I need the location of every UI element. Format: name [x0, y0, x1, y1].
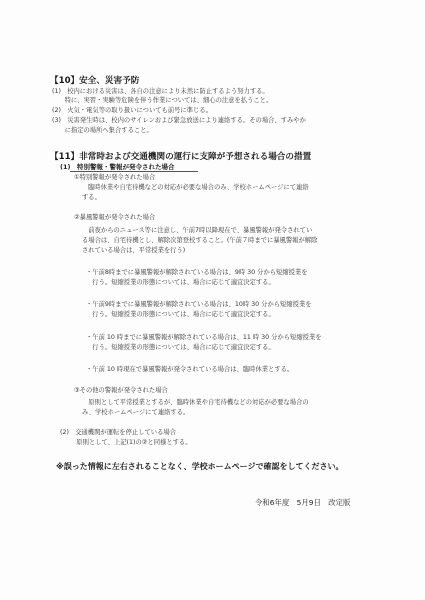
bullet-8am-line-1: ・午前8時までに暴風警報が解除されている場合は、9時 30 分から短縮授業を — [86, 269, 308, 276]
section-10-item-1-line-1: (1) 校内における災害は、各自の注意により未然に防止するよう努力する。 — [52, 88, 269, 95]
section-10-item-3-line-2: に指定の場所へ集合すること。 — [52, 127, 153, 134]
bullet-closure: ・午前 10 時現在で暴風警報が発令されている場合は、臨時休業とする。 — [86, 366, 294, 373]
section-11-title: 【11】非常時および交通機関の運行に支障が予想される場合の措置 — [50, 152, 312, 162]
special-warning-line-2: する。 — [82, 194, 101, 201]
other-warning-title: ③その他の警報が発令された場合 — [74, 387, 168, 394]
bullet-10am-line-2: 行う。短縮授業の形態については、場合に応じて適宜決定する。 — [86, 344, 275, 351]
section-10-item-3-line-1: (3) 災害発生時は、校内のサイレンおよび緊急放送により連絡する。その場合、すみやか — [52, 117, 306, 124]
subsection-2-title: (2) 交通機関が運転を停止している場合 — [60, 429, 176, 436]
subsection-1-underline — [70, 171, 198, 172]
section-10-item-2: (2) 火気・電気等の取り扱いについても前号に準じる。 — [52, 107, 212, 114]
special-warning-title: ①特別警報が発令された場合 — [74, 174, 156, 181]
other-warning-line-1: 原則として平常授業とするが、臨時休業や自宅待機などの対応が必要な場合の — [82, 399, 309, 406]
section-10-title: 【10】安全、災害予防 — [50, 76, 140, 86]
revision-footer: 令和6年度 5月9日 改定版 — [255, 498, 351, 507]
section-10-item-1-line-2: 特に、実習・実験等危険を伴う作業については、細心の注意を払うこと。 — [52, 97, 273, 104]
notice-text: ※誤った情報に左右されることなく、学校ホームページで確認をしてください。 — [56, 462, 344, 471]
subsection-1-title: (1) 特別警報・警報が発令された場合 — [60, 163, 175, 171]
storm-warning-line-1: 前夜からのニュース等に注意し、午前7時以降現在で、暴風警報が発令されてい — [82, 227, 313, 234]
bullet-10am-line-1: ・午前 10 時までに暴風警報が解除されている場合は、11 時 30 分から短縮授業を — [86, 334, 322, 341]
bullet-9am-line-1: ・午前9時までに暴風警報が解除されている場合は、10時 30 分から短縮授業を — [86, 301, 312, 308]
storm-warning-title: ②暴風警報が発令された場合 — [74, 214, 156, 221]
subsection-2-line: 原則として、上記(1)の②と同様とする。 — [70, 439, 192, 446]
bullet-8am-line-2: 行う。短縮授業の形態については、場合に応じて適宜決定する。 — [86, 279, 275, 286]
special-warning-line-1: 臨時休業や自宅待機などの対応が必要な場合のみ、学校ホームページにて連絡 — [88, 184, 309, 191]
storm-warning-line-2: る場合は、自宅待機とし、解除次第登校すること。(午前７時までに暴風警報が解除 — [82, 237, 318, 244]
other-warning-line-2: み、学校ホームページにて連絡する。 — [82, 409, 190, 416]
storm-warning-line-3: されている場合は、平常授業を行う) — [82, 247, 186, 254]
bullet-9am-line-2: 行う。短縮授業の形態については、場合に応じて適宜決定する。 — [86, 311, 275, 318]
